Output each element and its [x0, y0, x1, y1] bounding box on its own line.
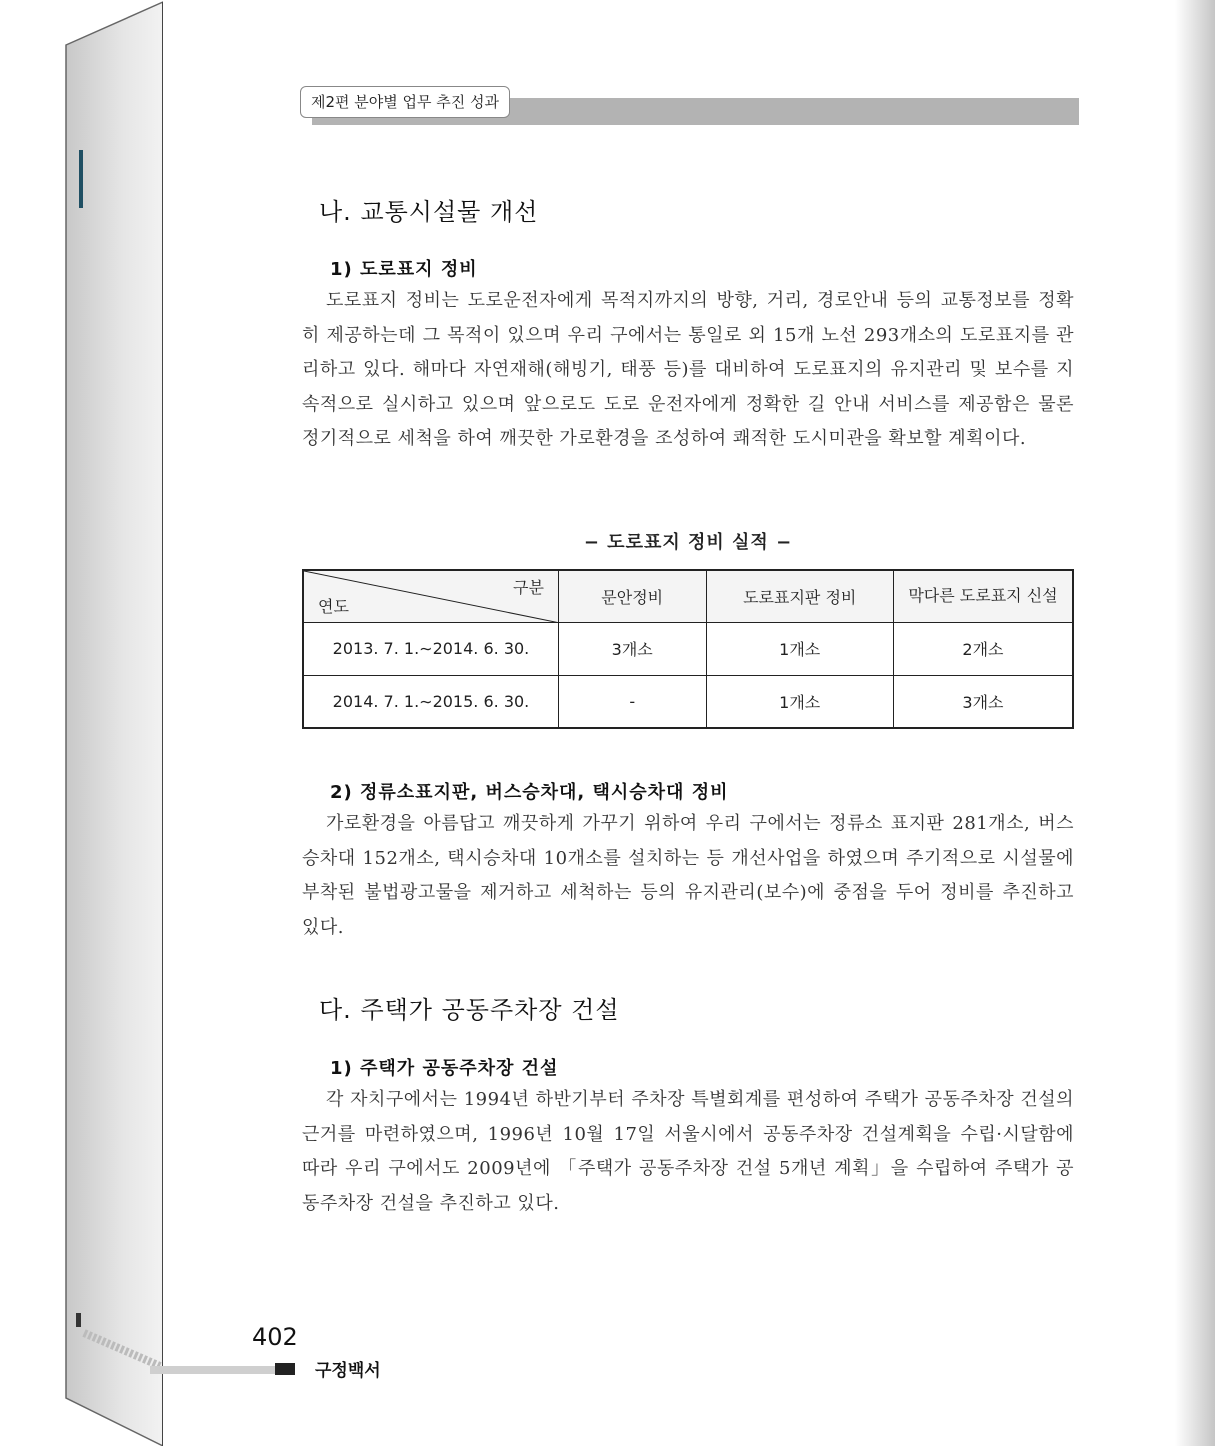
chapter-header: 제2편 분야별 업무 추진 성과 — [300, 86, 510, 118]
footer-bar — [150, 1366, 275, 1374]
table-cell: - — [558, 675, 706, 728]
table-cell: 2개소 — [893, 622, 1073, 675]
table-row — [303, 622, 1073, 675]
table-cell: 3개소 — [893, 675, 1073, 728]
footer-block — [275, 1363, 295, 1375]
section-heading-da: 다. 주택가 공동주차장 건설 — [319, 996, 620, 1024]
footer-book-title: 구정백서 — [315, 1361, 381, 1381]
paragraph-parking: 각 자치구에서는 1994년 하반기부터 주차장 특별회계를 편성하여 주택가 공동주차장 건설의 근거를 마련하였으며, 1996년 10월 17일 서울시에서 공동주차장 건설계획을 수립·시달함에 따라 우리 구에서도 2009년에 「주택가 공동주차장 건설 5개년 계획」을 수립하여 주택가 공동주차장 건설을 추진하고 있다. — [302, 1089, 1074, 1214]
section-heading-na: 나. 교통시설물 개선 — [319, 198, 539, 226]
table-header-row — [303, 570, 1073, 622]
page-number: 402 — [252, 1323, 298, 1351]
table-cell: 1개소 — [706, 675, 893, 728]
subsection-heading-road-signs: 1) 도로표지 정비 — [330, 259, 478, 280]
table-cell-period: 2013. 7. 1.∼2014. 6. 30. — [303, 622, 558, 675]
paragraph-bus-stops: 가로환경을 아름답고 깨끗하게 가꾸기 위하여 우리 구에서는 정류소 표지판 281개소, 버스승차대 152개소, 택시승차대 10개소를 설치하는 등 개선사업을 하였으며 주기적으로 시설물에 부착된 불법광고물을 제거하고 세척하는 등의 유지관리(보수)에 중점을 두어 정비를 추진하고 있다. — [302, 813, 1074, 938]
page-edge-shadow — [1175, 0, 1215, 1446]
subsection-heading-bus-stops: 2) 정류소표지판, 버스승차대, 택시승차대 정비 — [330, 782, 729, 803]
subsection-heading-parking: 1) 주택가 공동주차장 건설 — [330, 1058, 559, 1079]
table-row — [303, 675, 1073, 728]
corner-label-year: 연도 — [318, 596, 349, 616]
table-header-cell: 도로표지판 정비 — [706, 570, 893, 622]
table-corner-cell — [303, 570, 558, 622]
road-sign-table — [302, 569, 1074, 729]
corner-label-category: 구분 — [513, 578, 544, 597]
table-header-cell: 막다른 도로표지 신설 — [893, 570, 1073, 622]
table-title: − 도로표지 정비 실적 − — [583, 532, 793, 553]
table-cell: 1개소 — [706, 622, 893, 675]
table-cell-period: 2014. 7. 1.∼2015. 6. 30. — [303, 675, 558, 728]
table-cell: 3개소 — [558, 622, 706, 675]
table-header-cell: 문안정비 — [558, 570, 706, 622]
paragraph-road-signs: 도로표지 정비는 도로운전자에게 목적지까지의 방향, 거리, 경로안내 등의 교통정보를 정확히 제공하는데 그 목적이 있으며 우리 구에서는 통일로 외 15개 노선 293개소의 도로표지를 관리하고 있다. 해마다 자연재해(해빙기, 태풍 등)를 대비하여 도로표지의 유지관리 및 보수를 지속적으로 실시하고 있으며 앞으로도 도로 운전자에게 정확한 길 안내 서비스를 제공함은 물론 정기적으로 세척을 하여 깨끗한 가로환경을 조성하여 쾌적한 도시미관을 확보할 계획이다. — [302, 290, 1074, 449]
